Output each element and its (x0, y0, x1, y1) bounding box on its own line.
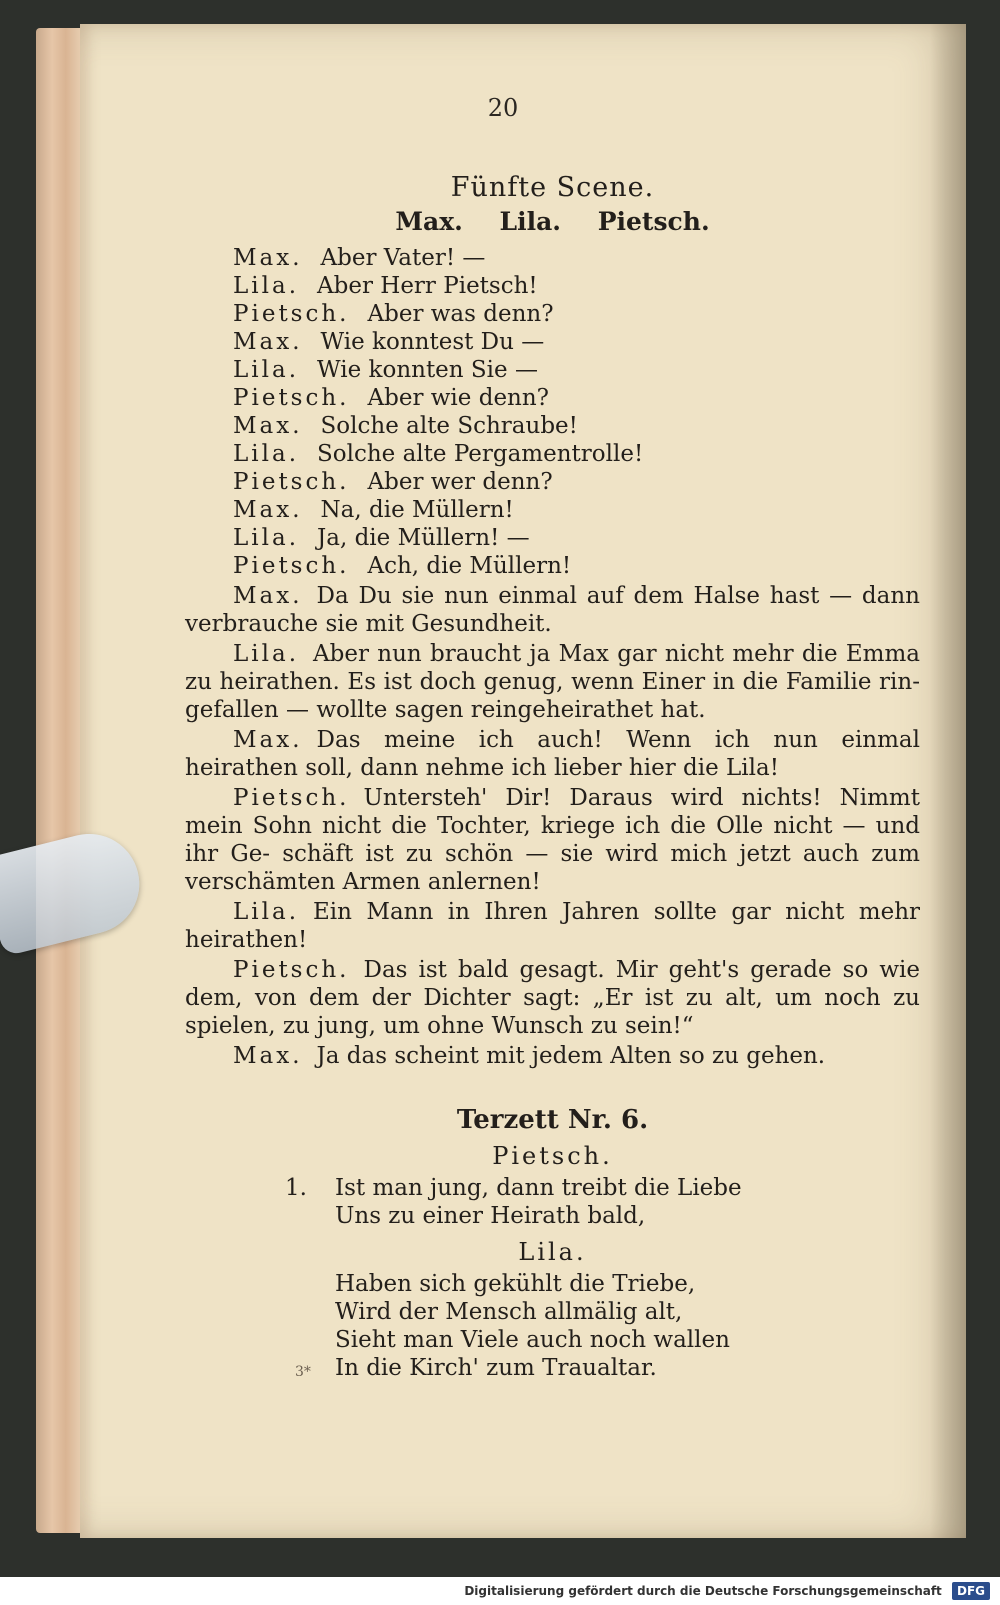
verse-line: In die Kirch' zum Traualtar. (335, 1355, 657, 1381)
short-dialogue (185, 244, 920, 580)
speaker: Max. (233, 413, 303, 439)
dialogue-line (185, 524, 920, 552)
speech: Wie konntest Du — (320, 329, 545, 355)
speech: Aber nun braucht ja Max gar nicht mehr die Emma zu heirathen. Es ist doch genug, wenn Einer in die Familie rin- gefallen — wollte sagen reingeheirathet hat. (185, 641, 920, 723)
speech: Ein Mann in Ihren Jahren sollte gar nicht mehr heirathen! (185, 899, 920, 953)
speech: Aber was denn? (367, 301, 554, 327)
speech: Untersteh' Dir! Daraus wird nichts! Nimmt mein Sohn nicht die Tochter, kriege ich die Olle nicht — und ihr Ge- schäft ist zu schön — sie wird mich jetzt auch zum verschämten Armen anlernen! (185, 785, 920, 895)
verse-line: Wird der Mensch allmälig alt, (335, 1299, 683, 1325)
speaker: Lila. (233, 525, 300, 551)
cast-member: Pietsch. (597, 207, 710, 236)
dialogue-paragraph (185, 1042, 920, 1070)
speaker: Pietsch. (233, 553, 350, 579)
dialogue-line (185, 384, 920, 412)
speech: Na, die Müllern! (320, 497, 514, 523)
speaker: Lila. (233, 357, 300, 383)
footer-text: Digitalisierung gefördert durch die Deutsche Forschungsgemeinschaft (464, 1584, 942, 1598)
speech: Ja das scheint mit jedem Alten so zu gehen. (316, 1043, 826, 1069)
dialogue-line (185, 356, 920, 384)
singer-name: Lila. (518, 1238, 587, 1266)
dfg-logo: DFG (952, 1582, 990, 1600)
page-content (185, 174, 920, 1382)
speaker: Lila. (233, 641, 300, 667)
speech: Das ist bald gesagt. Mir geht's gerade so wie dem, von dem der Dichter sagt: „Er ist zu alt, um noch zu spielen, zu jung, um ohne Wunsch zu sein!“ (185, 957, 920, 1039)
verse-block (185, 1174, 920, 1230)
singer-name: Pietsch. (492, 1142, 613, 1170)
speaker: Pietsch. (233, 785, 350, 811)
cast-member: Lila. (499, 207, 562, 236)
cast-member: Max. (395, 207, 463, 236)
page-gutter (930, 24, 966, 1538)
book-page (80, 24, 966, 1538)
dialogue-paragraph (185, 582, 920, 638)
dialogue-paragraph (185, 726, 920, 782)
dialogue-line (185, 496, 920, 524)
dialogue-line (185, 468, 920, 496)
cast-list (185, 208, 920, 236)
dialogue-paragraph (185, 898, 920, 954)
speech: Aber Vater! — (320, 245, 486, 271)
speech: Solche alte Pergamentrolle! (317, 441, 644, 467)
speaker: Max. (233, 583, 303, 609)
speech: Aber wer denn? (367, 469, 553, 495)
speaker: Max. (233, 497, 303, 523)
speech: Aber wie denn? (367, 385, 550, 411)
verse-line: Sieht man Viele auch noch wallen (335, 1327, 730, 1353)
speaker: Pietsch. (233, 469, 350, 495)
song-title: Terzett Nr. 6. (456, 1105, 649, 1135)
dialogue-line (185, 328, 920, 356)
verse-number: 1. (285, 1175, 307, 1201)
speaker: Lila. (233, 441, 300, 467)
dialogue-line (185, 552, 920, 580)
verse-line: Ist man jung, dann treibt die Liebe (335, 1175, 742, 1201)
dialogue-line (185, 440, 920, 468)
speaker: Lila. (233, 899, 300, 925)
dialogue-line (185, 300, 920, 328)
dialogue-line (185, 272, 920, 300)
speaker: Max. (233, 329, 303, 355)
speech: Solche alte Schraube! (320, 413, 578, 439)
speech: Ach, die Müllern! (367, 553, 572, 579)
verse-line: Haben sich gekühlt die Triebe, (335, 1271, 696, 1297)
long-dialogue (185, 582, 920, 1070)
verse-line: Uns zu einer Heirath bald, (335, 1203, 646, 1229)
dialogue-paragraph (185, 956, 920, 1040)
speech: Da Du sie nun einmal auf dem Halse hast — dann verbrauche sie mit Gesundheit. (185, 583, 920, 637)
page-number: 20 (487, 94, 519, 122)
speaker: Lila. (233, 273, 300, 299)
dialogue-line (185, 244, 920, 272)
dialogue-paragraph (185, 784, 920, 896)
footer-bar (0, 1577, 1000, 1605)
dialogue-line (185, 412, 920, 440)
speech: Wie konnten Sie — (317, 357, 538, 383)
speech: Ja, die Müllern! — (317, 525, 530, 551)
speaker: Pietsch. (233, 957, 350, 983)
speaker: Pietsch. (233, 385, 350, 411)
speech: Aber Herr Pietsch! (317, 273, 538, 299)
dialogue-paragraph (185, 640, 920, 724)
speaker: Max. (233, 1043, 303, 1069)
speaker: Max. (233, 245, 303, 271)
speech: Das meine ich auch! Wenn ich nun einmal heirathen soll, dann nehme ich lieber hier die Lila! (185, 727, 920, 781)
scene-title: Fünfte Scene. (450, 172, 655, 203)
signature-mark: 3* (295, 1364, 311, 1380)
speaker: Pietsch. (233, 301, 350, 327)
speaker: Max. (233, 727, 303, 753)
